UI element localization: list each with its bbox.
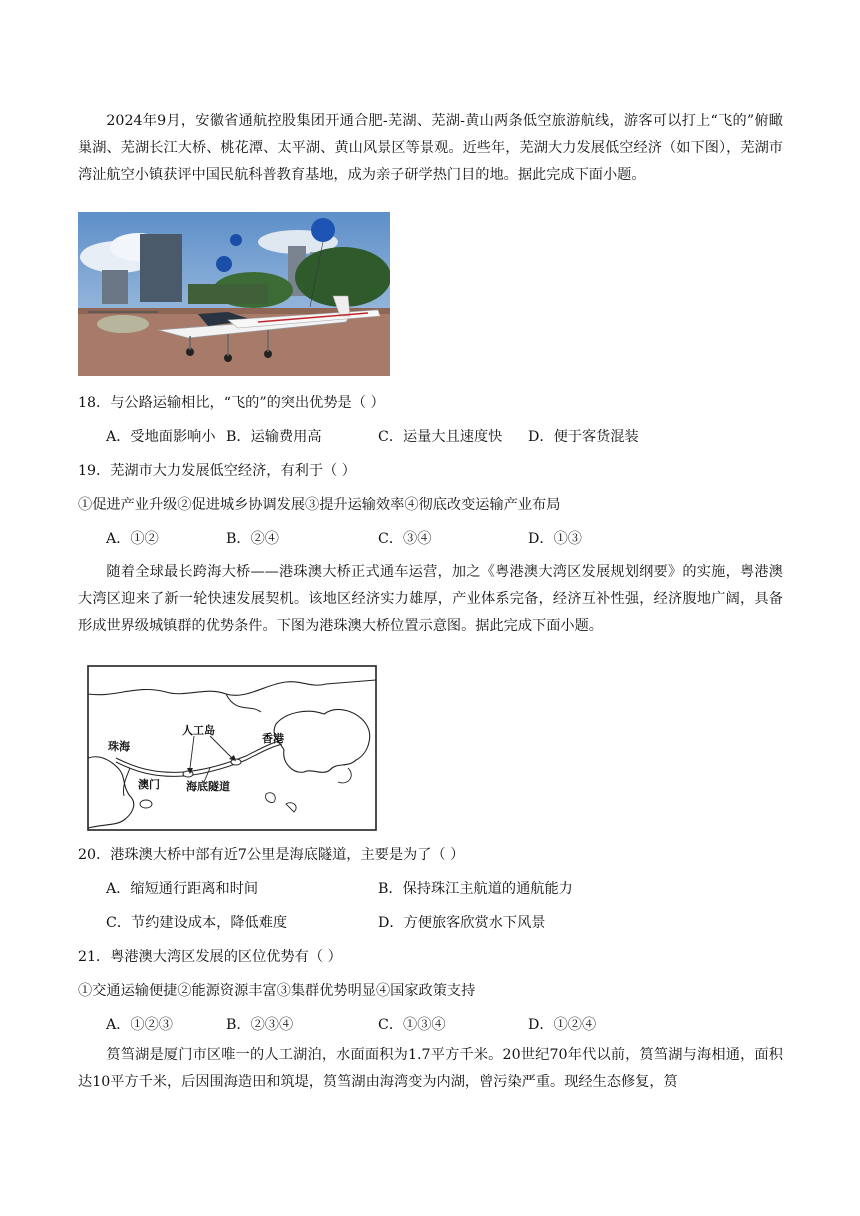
q20-option-a[interactable]: A．缩短通行距离和时间 [106,881,259,897]
q19-option-b[interactable]: B．②④ [226,531,279,547]
q20-option-b[interactable]: B．保持珠江主航道的通航能力 [378,881,573,897]
q21-option-d[interactable]: D．①②④ [528,1017,597,1033]
map-label-zhuhai: 珠海 [108,740,130,753]
q18-option-b[interactable]: B．运输费用高 [226,429,322,445]
intro-paragraph-greater-bay: 随着全球最长跨海大桥——港珠澳大桥正式通车运营，加之《粤港澳大湾区发展规划纲要》的实施，粤港澳大湾区迎来了新一轮快速发展契机。该地区经济实力雄厚，产业体系完备，经济互补性强，经济腹地广阔，具备形成世界级城镇群的优势条件。下图为港珠澳大桥位置示意图。据此完成下面小题。 [78,564,783,634]
q20-option-c[interactable]: C．节约建设成本，降低难度 [106,915,288,931]
question-20-stem: 20．港珠澳大桥中部有近7公里是海底隧道，主要是为了（ ） [78,847,465,863]
q18-option-c[interactable]: C．运量大且速度快 [378,429,503,445]
question-18-stem: 18．与公路运输相比，“飞的”的突出优势是（ ） [78,395,385,411]
q18-option-a[interactable]: A．受地面影响小 [106,429,216,445]
map-label-hongkong: 香港 [262,732,284,745]
question-21-items: ①交通运输便捷②能源资源丰富③集群优势明显④国家政策支持 [78,983,476,999]
q18-option-d[interactable]: D．便于客货混装 [528,429,639,445]
bridge-location-map [86,664,378,832]
q19-option-c[interactable]: C．③④ [378,531,432,547]
q20-option-d[interactable]: D．方便旅客欣赏水下风景 [378,915,546,931]
map-label-macau: 澳门 [138,778,160,791]
map-label-tunnel: 海底隧道 [186,780,230,793]
question-21-stem: 21．粤港澳大湾区发展的区位优势有（ ） [78,949,342,965]
intro-paragraph-lowaltitude: 2024年9月，安徽省通航控股集团开通合肥-芜湖、芜湖-黄山两条低空旅游航线，游客可以打上“飞的”俯瞰巢湖、芜湖长江大桥、桃花潭、太平湖、黄山风景区等景观。近些年，芜湖大力发展低空经济（如下图），芜湖市湾沚航空小镇获评中国民航科普教育基地，成为亲子研学热门目的地。据此完成下面小题。 [78,113,783,183]
q19-option-a[interactable]: A．①② [106,531,159,547]
q19-option-d[interactable]: D．①③ [528,531,582,547]
q21-option-b[interactable]: B．②③④ [226,1017,294,1033]
question-19-stem: 19．芜湖市大力发展低空经济，有利于（ ） [78,463,356,479]
q21-option-c[interactable]: C．①③④ [378,1017,446,1033]
q21-option-a[interactable]: A．①②③ [106,1017,173,1033]
question-19-items: ①促进产业升级②促进城乡协调发展③提升运输效率④彻底改变运输产业布局 [78,497,561,513]
map-label-island: 人工岛 [182,724,215,737]
aircraft-photo [78,212,390,376]
intro-paragraph-yundang-lake: 筼筜湖是厦门市区唯一的人工湖泊，水面面积为1.7平方千米。20世纪70年代以前，筼筜湖与海相通，面积达10平方千米，后因围海造田和筑堤，筼筜湖由海湾变为内湖，曾污染严重。现经生态修复，筼 [78,1047,783,1090]
